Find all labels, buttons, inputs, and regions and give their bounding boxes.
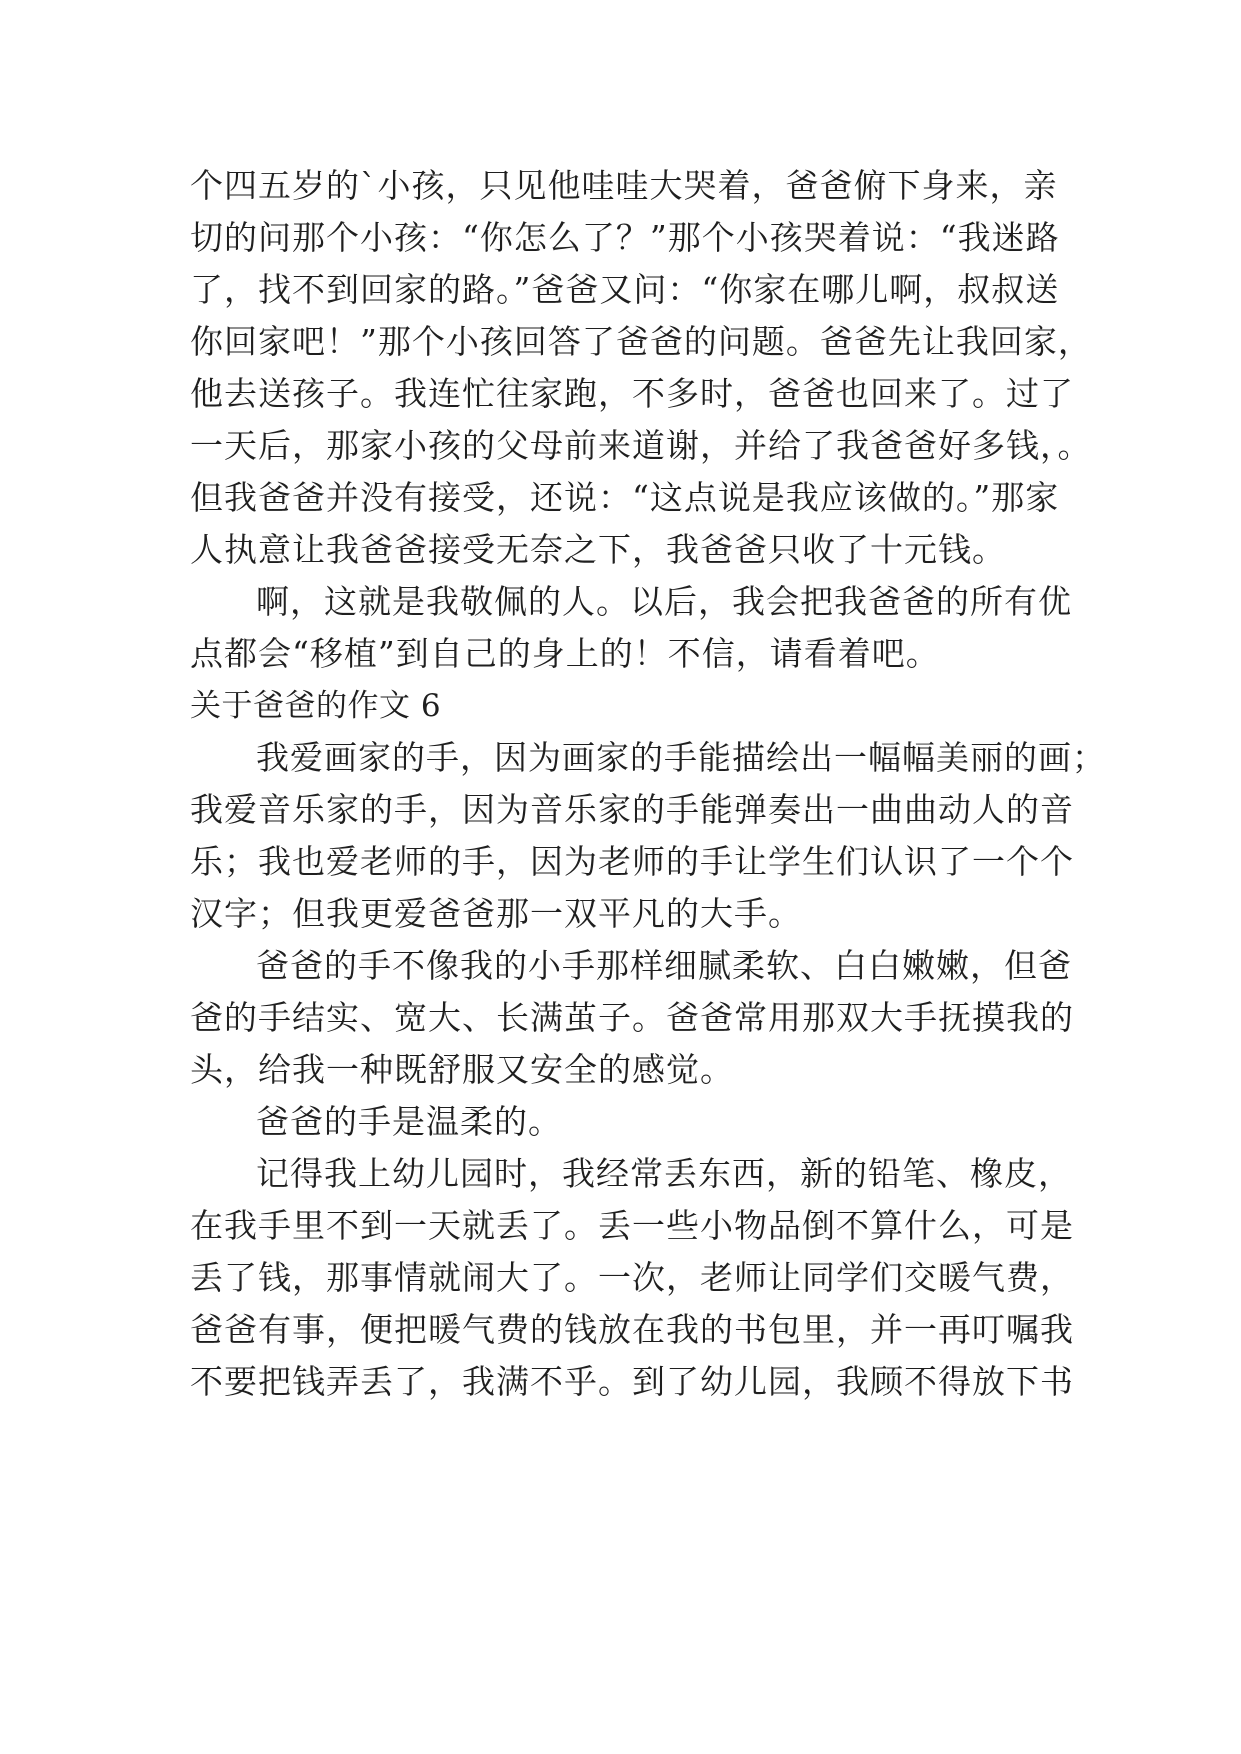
text-line: 但我爸爸并没有接受，还说：“这点说是我应该做的。”那家	[190, 478, 1060, 517]
paragraph-first-line: 啊，这就是我敬佩的人。以后，我会把我爸爸的所有优	[256, 582, 1072, 621]
text-line: 了，找不到回家的路。”爸爸又问：“你家在哪儿啊，叔叔送	[190, 270, 1060, 309]
paragraph-first-line: 记得我上幼儿园时，我经常丢东西，新的铅笔、橡皮，	[256, 1154, 1072, 1193]
text-line: 爸的手结实、宽大、长满茧子。爸爸常用那双大手抚摸我的	[190, 998, 1074, 1037]
text-line: 不要把钱弄丢了，我满不乎。到了幼儿园，我顾不得放下书	[190, 1362, 1074, 1401]
text-line: 丢了钱，那事情就闹大了。一次，老师让同学们交暖气费，	[190, 1258, 1074, 1297]
section-heading: 关于爸爸的作文 6	[190, 688, 442, 724]
text-line: 乐；我也爱老师的手，因为老师的手让学生们认识了一个个	[190, 842, 1074, 881]
text-line: 在我手里不到一天就丢了。丢一些小物品倒不算什么，可是	[190, 1206, 1074, 1245]
text-line: 他去送孩子。我连忙往家跑，不多时，爸爸也回来了。过了	[190, 374, 1074, 413]
text-line: 个四五岁的`小孩，只见他哇哇大哭着，爸爸俯下身来，亲	[190, 166, 1058, 205]
paragraph-first-line: 爸爸的手是温柔的。	[256, 1102, 562, 1141]
text-line: 人执意让我爸爸接受无奈之下，我爸爸只收了十元钱。	[190, 530, 1006, 569]
text-line: 你回家吧！”那个小孩回答了爸爸的问题。爸爸先让我回家，	[190, 322, 1092, 361]
paragraph-first-line: 爸爸的手不像我的小手那样细腻柔软、白白嫩嫩，但爸	[256, 946, 1072, 985]
paragraph-first-line: 我爱画家的手，因为画家的手能描绘出一幅幅美丽的画；	[256, 738, 1106, 777]
text-line: 一天后，那家小孩的父母前来道谢，并给了我爸爸好多钱，。	[190, 426, 1092, 465]
text-line: 头，给我一种既舒服又安全的感觉。	[190, 1050, 734, 1089]
text-line: 汉字；但我更爱爸爸那一双平凡的大手。	[190, 894, 802, 933]
text-line: 点都会“移植”到自己的身上的！不信，请看着吧。	[190, 634, 940, 673]
text-line: 切的问那个小孩：“你怎么了？”那个小孩哭着说：“我迷路	[190, 218, 1060, 257]
text-line: 我爱音乐家的手，因为音乐家的手能弹奏出一曲曲动人的音	[190, 790, 1074, 829]
text-line: 爸爸有事，便把暖气费的钱放在我的书包里，并一再叮嘱我	[190, 1310, 1074, 1349]
document-body	[190, 160, 1106, 1408]
